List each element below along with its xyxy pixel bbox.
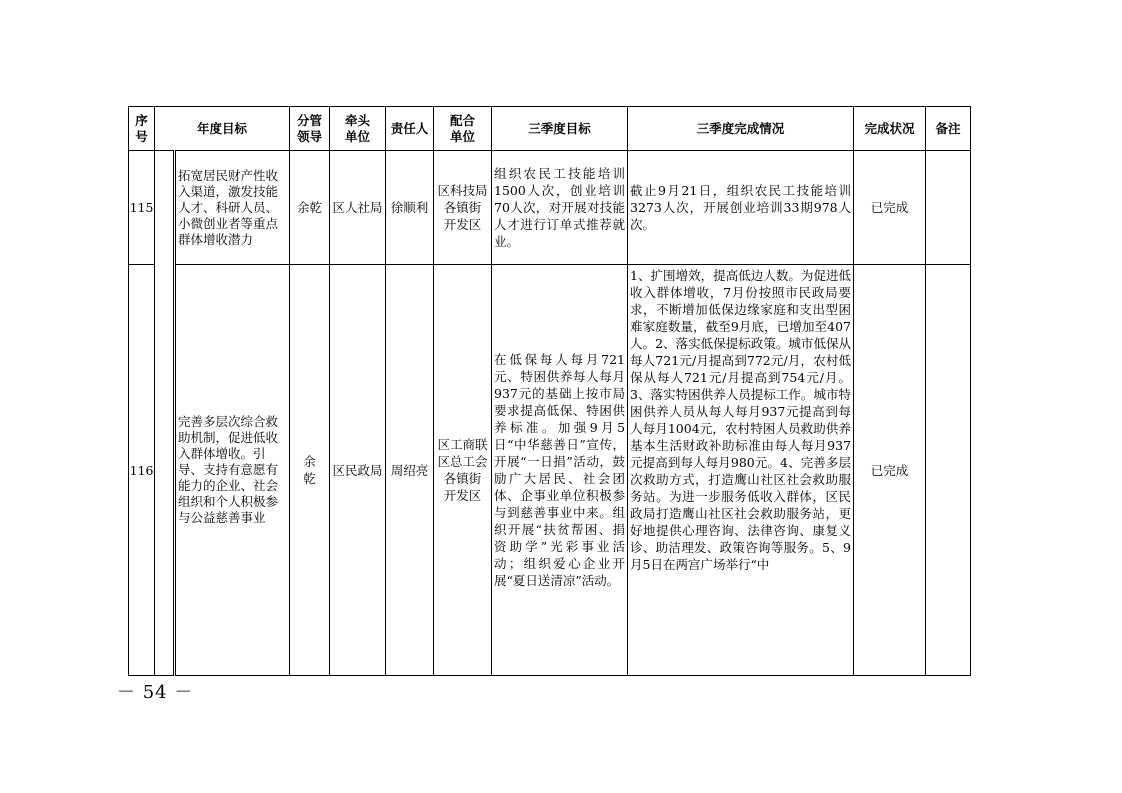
row-annual-goal: 拓宽居民财产性收入渠道，激发技能人才、科研人员、小微创业者等重点群体增收潜力 [175,151,290,265]
row-remark [926,265,971,676]
row-leader: 余乾 [290,151,330,265]
row-coop-unit: 区科技局 各镇街 开发区 [434,151,492,265]
table-row [129,265,971,676]
work-table [128,106,971,676]
header-coop-unit: 配合 单位 [434,107,492,151]
header-leader: 分管 领导 [290,107,330,151]
annual-goal-spacer [155,151,175,676]
header-row [129,107,971,151]
header-lead-unit: 牵头 单位 [330,107,386,151]
row-responsible: 周绍亮 [386,265,434,676]
header-status: 完成状况 [854,107,926,151]
row-lead-unit: 区民政局 [330,265,386,676]
row-annual-goal: 完善多层次综合救助机制，促进低收入群体增收。引导、支持有意愿有能力的企业、社会组织和个人积极参与公益慈善事业 [175,265,290,676]
row-status: 已完成 [854,265,926,676]
row-status: 已完成 [854,151,926,265]
header-responsible: 责任人 [386,107,434,151]
work-table-container [128,106,971,676]
header-seq: 序 号 [129,107,155,151]
row-q3-result: 截止9月21日，组织农民工技能培训3273人次，开展创业培训33期978人次。 [628,151,854,265]
header-annual-goal: 年度目标 [155,107,290,151]
page-number: － 54 － [117,682,194,703]
row-responsible: 徐顺利 [386,151,434,265]
header-remark: 备注 [926,107,971,151]
row-leader: 余 乾 [290,265,330,676]
row-seq: 116 [129,265,155,676]
header-q3-goal: 三季度目标 [492,107,628,151]
row-q3-goal: 在低保每人每月721元、特困供养每人每月937元的基础上按市局要求提高低保、特困供养标准。加强9月5日“中华慈善日”宣传，开展“一日捐”活动，鼓励广大居民、社会团体、企事业单位积极参与到慈善事业中来。组织开展“扶贫帮困、捐资助学”光彩事业活动；组织爱心企业开展“夏日送清凉”活动。 [492,265,628,676]
header-q3-result: 三季度完成情况 [628,107,854,151]
row-seq: 115 [129,151,155,265]
row-lead-unit: 区人社局 [330,151,386,265]
row-remark [926,151,971,265]
row-coop-unit: 区工商联 区总工会 各镇街 开发区 [434,265,492,676]
row-q3-goal: 组织农民工技能培训1500人次，创业培训70人次，对开展对技能人才进行订单式推荐就业。 [492,151,628,265]
row-q3-result: 1、扩围增效，提高低边人数。为促进低收入群体增收，7月份按照市民政局要求，不断增加低保边缘家庭和支出型困难家庭数量，截至9月底，已增加至407人。2、落实低保提标政策。城市低保从每人721元/月提高到772元/月，农村低保从每人721元/月提高到754元/月。3、落实特困供养人员提标工作。城市特困供养人员从每人每月937元提高到每人每月1004元，农村特困人员救助供养基本生活财政补助标准由每人每月937元提高到每人每月980元。4、完善多层次救助方式，打造鹰山社区社会救助服务站。为进一步服务低收入群体，区民政局打造鹰山社区社会救助服务站，更好地提供心理咨询、法律咨询、康复义诊、助洁理发、政策咨询等服务。5、9月5日在两宫广场举行“中 [628,265,854,676]
table-row [129,151,971,265]
